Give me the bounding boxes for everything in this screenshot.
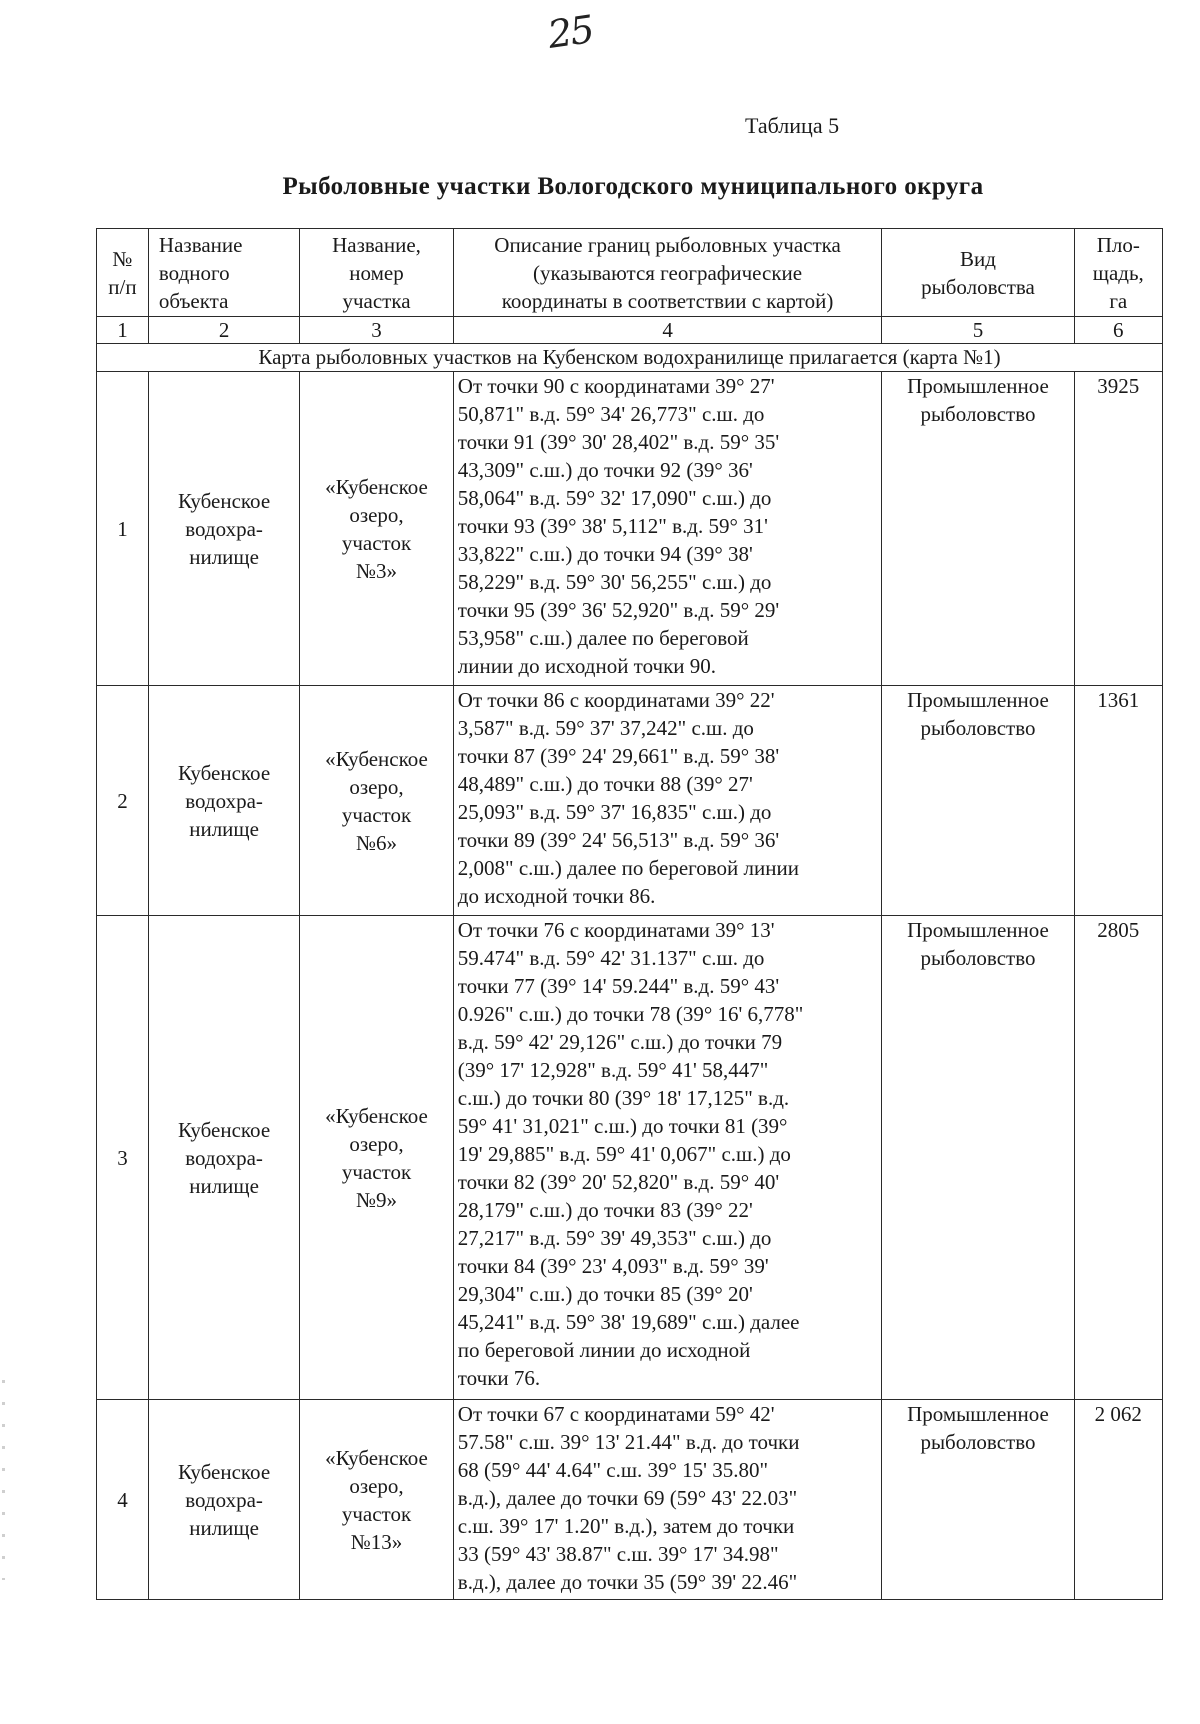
plot-name: «Кубенское озеро, участок №6»	[300, 686, 454, 916]
handwritten-page-number: 25	[545, 7, 596, 57]
boundary-description: От точки 76 с координатами 39° 13' 59.474" в.д. 59° 42' 31.137" с.ш. до точки 77 (39° 14' 59.244" в.д. 59° 43' 0.926" с.ш.) до точки 78 (39° 16' 6,778" в.д. 59° 42' 29,126" с.ш.) до точки 79 (39° 17' 12,928" в.д. 59° 41' 58,447" с.ш.) до точки 80 (39° 18' 17,125" в.д. 59° 41' 31,021" с.ш.) до точки 81 (39° 19' 29,885" в.д. 59° 41' 0,067" с.ш.) до точки 82 (39° 20' 52,820" в.д. 59° 40' 28,179" с.ш.) до точки 83 (39° 22' 27,217" в.д. 59° 39' 49,353" с.ш.) до точки 84 (39° 23' 4,093" в.д. 59° 39' 29,304" с.ш.) до точки 85 (39° 20' 45,241" в.д. 59° 38' 19,689" с.ш.) далее по береговой линии до исходной точки 76.	[453, 916, 882, 1400]
water-object-name: Кубенское водохра- нилище	[148, 372, 299, 686]
scan-edge-artifact	[2, 1380, 5, 1580]
map-note-row	[97, 344, 1163, 372]
column-number: 3	[300, 317, 454, 344]
header-description: Описание границ рыболовных участка (указываются географические координаты в соответствии с картой)	[453, 229, 882, 317]
water-object-name: Кубенское водохра- нилище	[148, 1400, 299, 1600]
table-row	[97, 1400, 1163, 1600]
fishing-plots-table	[96, 228, 1163, 1600]
area-value: 1361	[1074, 686, 1162, 916]
table-row	[97, 916, 1163, 1400]
row-number: 4	[97, 1400, 149, 1600]
column-number: 2	[148, 317, 299, 344]
fishing-kind: Промышленное рыболовство	[882, 916, 1074, 1400]
column-number: 4	[453, 317, 882, 344]
plot-name: «Кубенское озеро, участок №9»	[300, 916, 454, 1400]
map-note: Карта рыболовных участков на Кубенском водохранилище прилагается (карта №1)	[97, 344, 1163, 372]
row-number: 1	[97, 372, 149, 686]
column-number: 5	[882, 317, 1074, 344]
column-number: 1	[97, 317, 149, 344]
header-area: Пло- щадь, га	[1074, 229, 1162, 317]
plot-name: «Кубенское озеро, участок №13»	[300, 1400, 454, 1600]
fishing-kind: Промышленное рыболовство	[882, 686, 1074, 916]
column-number: 6	[1074, 317, 1162, 344]
water-object-name: Кубенское водохра- нилище	[148, 686, 299, 916]
area-value: 3925	[1074, 372, 1162, 686]
column-numbers-row	[97, 317, 1163, 344]
header-plot: Название, номер участка	[300, 229, 454, 317]
document-title: Рыболовные участки Вологодского муниципального округа	[282, 173, 984, 200]
plot-name: «Кубенское озеро, участок №3»	[300, 372, 454, 686]
boundary-description: От точки 86 с координатами 39° 22' 3,587" в.д. 59° 37' 37,242" с.ш. до точки 87 (39° 24' 29,661" в.д. 59° 38' 48,489" с.ш.) до точки 88 (39° 27' 25,093" в.д. 59° 37' 16,835" с.ш.) до точки 89 (39° 24' 56,513" в.д. 59° 36' 2,008" с.ш.) далее по береговой линии до исходной точки 86.	[453, 686, 882, 916]
water-object-name: Кубенское водохра- нилище	[148, 916, 299, 1400]
table-row	[97, 372, 1163, 686]
table-row	[97, 686, 1163, 916]
area-value: 2 062	[1074, 1400, 1162, 1600]
row-number: 3	[97, 916, 149, 1400]
area-value: 2805	[1074, 916, 1162, 1400]
row-number: 2	[97, 686, 149, 916]
boundary-description: От точки 90 с координатами 39° 27' 50,871" в.д. 59° 34' 26,773" с.ш. до точки 91 (39° 30' 28,402" в.д. 59° 35' 43,309" с.ш.) до точки 92 (39° 36' 58,064" в.д. 59° 32' 17,090" с.ш.) до точки 93 (39° 38' 5,112" в.д. 59° 31' 33,822" с.ш.) до точки 94 (39° 38' 58,229" в.д. 59° 30' 56,255" с.ш.) до точки 95 (39° 36' 52,920" в.д. 59° 29' 53,958" с.ш.) далее по береговой линии до исходной точки 90.	[453, 372, 882, 686]
boundary-description: От точки 67 с координатами 59° 42' 57.58" с.ш. 39° 13' 21.44" в.д. до точки 68 (59° 44' 4.64" с.ш. 39° 15' 35.80" в.д.), далее до точки 69 (59° 43' 22.03" с.ш. 39° 17' 1.20" в.д.), затем до точки 33 (59° 43' 38.87" с.ш. 39° 17' 34.98" в.д.), далее до точки 35 (59° 39' 22.46"	[453, 1400, 882, 1600]
fishing-kind: Промышленное рыболовство	[882, 1400, 1074, 1600]
table-label: Таблица 5	[745, 113, 840, 138]
fishing-kind: Промышленное рыболовство	[882, 372, 1074, 686]
header-fishing-kind: Вид рыболовства	[882, 229, 1074, 317]
header-num: № п/п	[97, 229, 149, 317]
header-water-object: Название водного объекта	[148, 229, 299, 317]
table-header-row	[97, 229, 1163, 317]
